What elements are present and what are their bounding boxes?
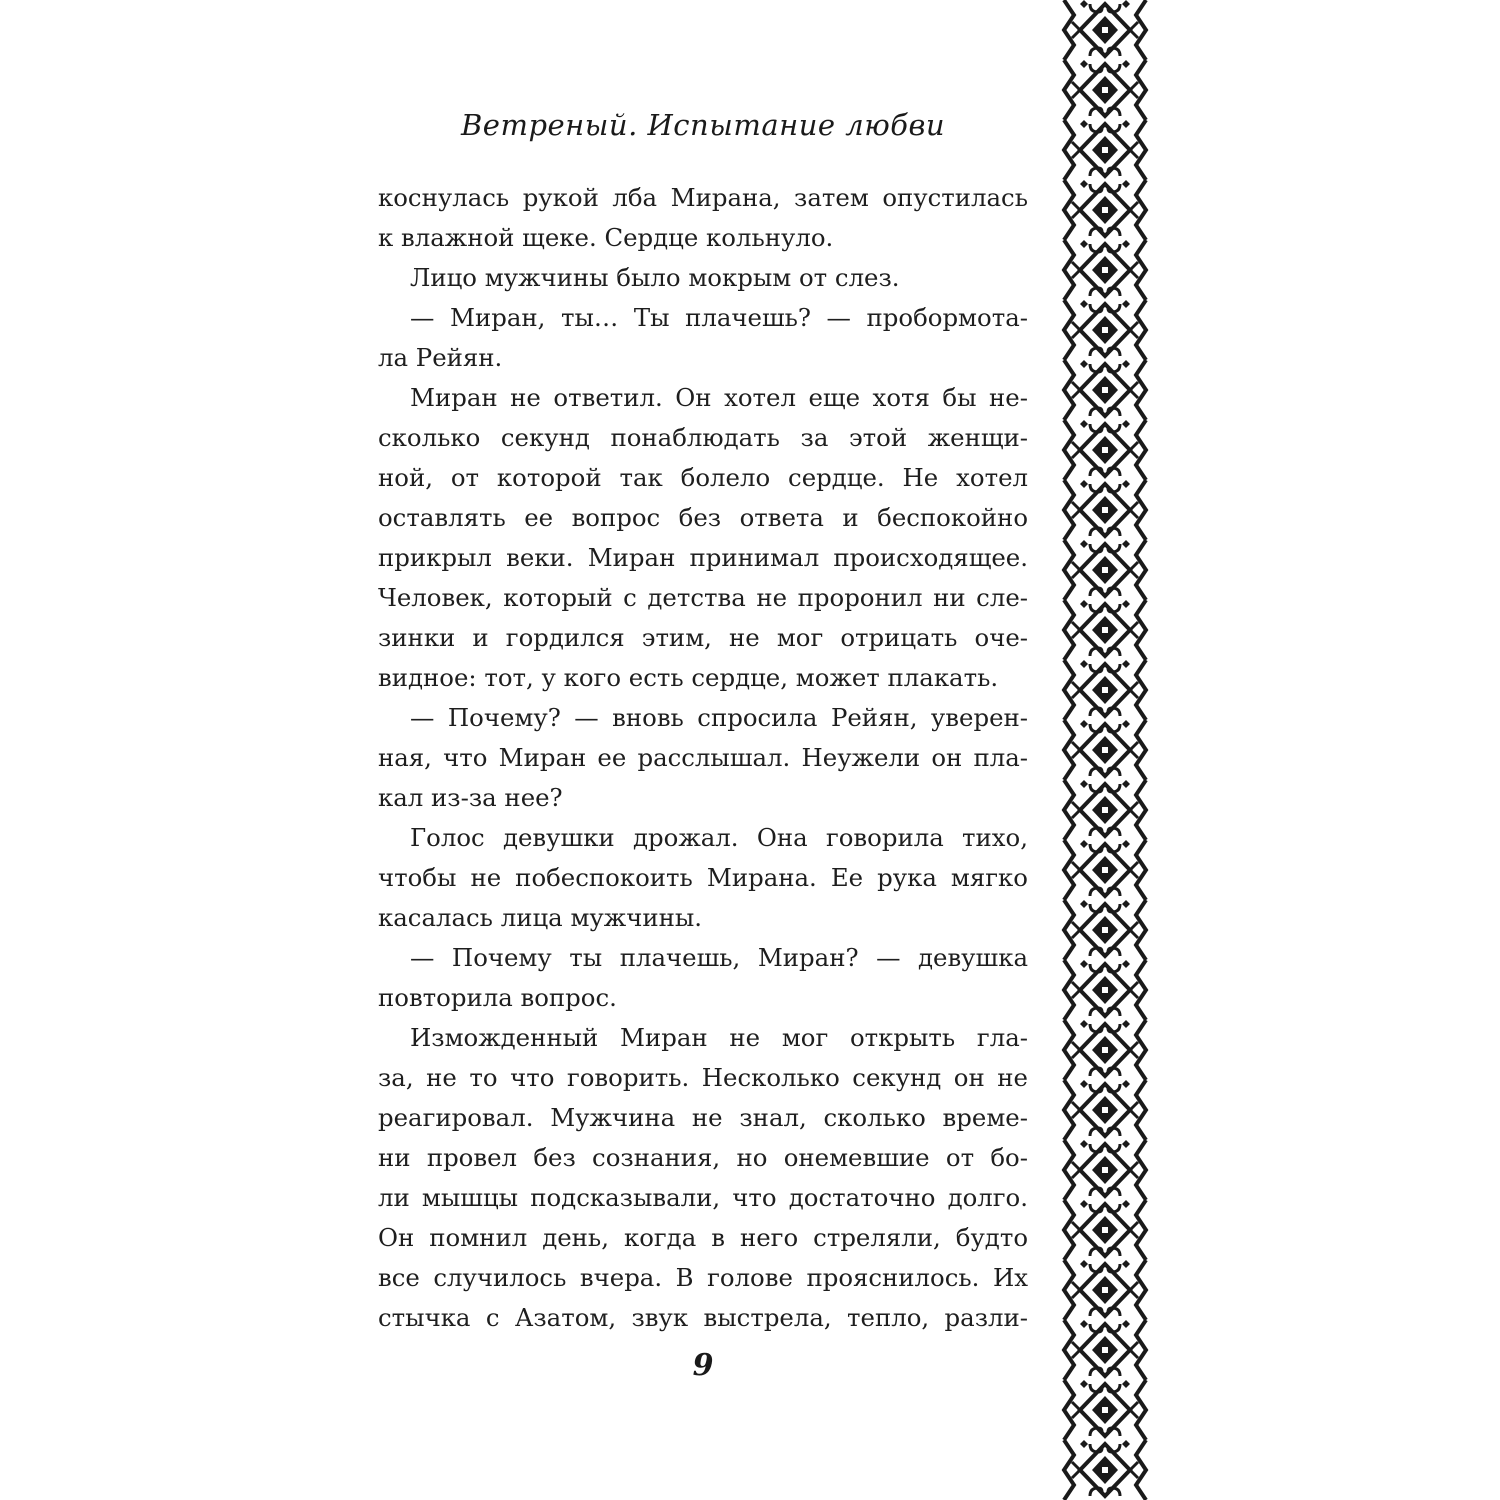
page-number: 9 — [692, 1348, 714, 1383]
text-line: оставлять ее вопрос без ответа и беспокойно — [378, 503, 1028, 532]
text-line: видное: тот, у кого есть сердце, может плакать. — [378, 663, 999, 692]
text-line: к влажной щеке. Сердце кольнуло. — [378, 223, 834, 252]
text-line: ной, от которой так болело сердце. Не хотел — [378, 463, 1028, 492]
text-line: Человек, который с детства не проронил ни сле- — [378, 583, 1028, 612]
text-line: Изможденный Миран не мог открыть гла- — [410, 1023, 1028, 1052]
text-line: — Миран, ты… Ты плачешь? — пробормота- — [410, 303, 1028, 332]
text-line: стычка с Азатом, звук выстрела, тепло, разли- — [378, 1303, 1028, 1332]
text-line: касалась лица мужчины. — [378, 903, 703, 932]
text-line: ни провел без сознания, но онемевшие от бо- — [378, 1143, 1028, 1172]
text-line: прикрыл веки. Миран принимал происходящее. — [378, 543, 1028, 572]
running-title: Ветреный. Испытание любви — [460, 108, 946, 142]
text-line: — Почему? — вновь спросила Рейян, уверен- — [410, 703, 1028, 732]
body-text — [378, 178, 1028, 1338]
text-line: Миран не ответил. Он хотел еще хотя бы не- — [410, 383, 1028, 412]
text-line: коснулась рукой лба Мирана, затем опустилась — [378, 183, 1028, 212]
text-line: Голос девушки дрожал. Она говорила тихо, — [410, 823, 1028, 852]
text-line: — Почему ты плачешь, Миран? — девушка — [410, 943, 1028, 972]
text-line: ла Рейян. — [378, 343, 503, 372]
text-line: сколько секунд понаблюдать за этой женщи- — [378, 423, 1028, 452]
text-line: чтобы не побеспокоить Мирана. Ее рука мягко — [378, 863, 1028, 892]
text-line: Лицо мужчины было мокрым от слез. — [410, 263, 900, 292]
text-line: повторила вопрос. — [378, 983, 617, 1012]
text-line: кал из-за нее? — [378, 783, 563, 812]
text-line: ли мышцы подсказывали, что достаточно долго. — [378, 1183, 1028, 1212]
text-line: все случилось вчера. В голове прояснилось. Их — [378, 1263, 1028, 1292]
text-line: Он помнил день, когда в него стреляли, будто — [378, 1223, 1028, 1252]
text-line: реагировал. Мужчина не знал, сколько време- — [378, 1103, 1028, 1132]
text-line: за, не то что говорить. Несколько секунд он не — [378, 1063, 1028, 1092]
text-line: зинки и гордился этим, не мог отрицать оче- — [378, 623, 1028, 652]
ornamental-border-icon — [1060, 0, 1150, 1500]
text-line: ная, что Миран ее расслышал. Неужели он пла- — [378, 743, 1028, 772]
